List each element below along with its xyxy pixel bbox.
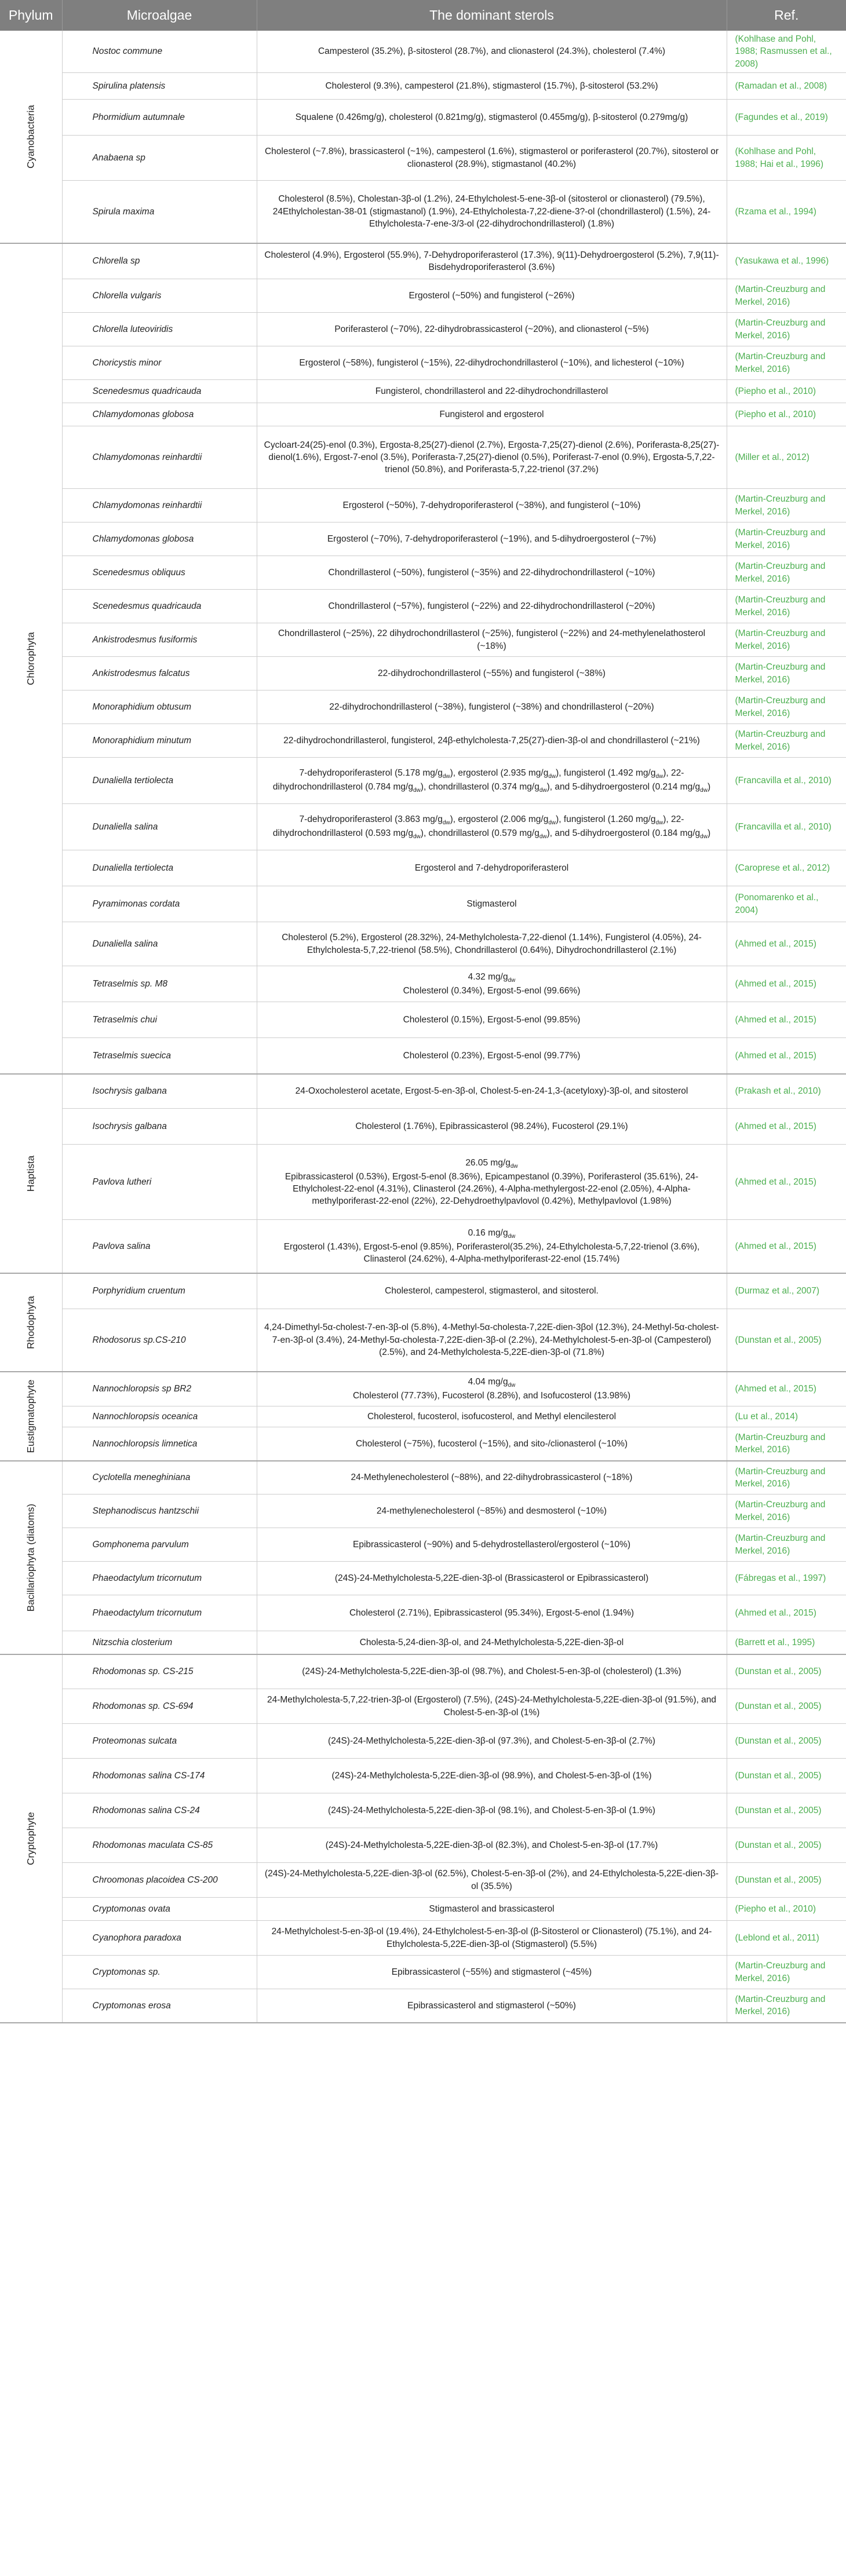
reference-link: (Ahmed et al., 2015) (727, 1145, 846, 1220)
table-row (0, 1495, 846, 1528)
table-row (0, 1921, 846, 1956)
reference-link: (Ahmed et al., 2015) (727, 1595, 846, 1631)
sterols-cell: Cycloart-24(25)-enol (0.3%), Ergosta-8,25(27)-dienol (2.7%), Ergosta-7,25(27)-dienol (2.6%), Poriferasta-8,25(27)-dienol(1.6%), Ergost-7-enol (3.5%), Poriferasta-7,25(27)-dienol (0.5%), Poriferast-7-enol (0.9%), Ergosta-5,7,22-trienol (50.8%), and Poriferasta-5,7,22-trienol (37.2%) (257, 426, 727, 489)
sterols-cell: (24S)-24-Methylcholesta-5,22E-dien-3β-ol (97.3%), and Cholest-5-en-3β-ol (2.7%) (257, 1724, 727, 1759)
microalgae-cell: Chlamydomonas globosa (62, 522, 257, 556)
microalgae-cell: Cryptomonas sp. (62, 1956, 257, 1989)
reference-link: (Prakash et al., 2010) (727, 1074, 846, 1109)
table-row (0, 279, 846, 313)
table-row (0, 1145, 846, 1220)
reference-link: (Ramadan et al., 2008) (727, 73, 846, 100)
sterols-cell: Cholesta-5,24-dien-3β-ol, and 24-Methylcholesta-5,22E-dien-3β-ol (257, 1631, 727, 1654)
sterols-cell: Cholesterol (8.5%), Cholestan-3β-ol (1.2%), 24-Ethylcholest-5-ene-3β-ol (sitosterol or clionasterol) (79.5%), 24Ethylcholestan-38-01 (stigmastanol) (1.9%), 24-Ethylcholesta-7,22-diene-3?-ol (chondrillasterol) (1.5%), 24-Ethylcholesta-7-ene-3/3-ol (22-dihydrochondrillasterol) (1.8%) (257, 181, 727, 243)
table-row (0, 922, 846, 966)
table-row (0, 1220, 846, 1273)
sterols-cell: Ergosterol and 7-dehydroporiferasterol (257, 850, 727, 886)
reference-link: (Martin-Creuzburg and Merkel, 2016) (727, 1989, 846, 2023)
microalgae-cell: Rhodomonas sp. CS-694 (62, 1689, 257, 1724)
reference-link: (Martin-Creuzburg and Merkel, 2016) (727, 623, 846, 657)
table-row (0, 380, 846, 403)
reference-link: (Piepho et al., 2010) (727, 1898, 846, 1921)
reference-link: (Francavilla et al., 2010) (727, 758, 846, 804)
phylum-label: Bacillariophyta (diatoms) (25, 1503, 37, 1612)
microalgae-cell: Nostoc commune (62, 31, 257, 73)
microalgae-cell: Chroomonas placoidea CS-200 (62, 1863, 257, 1898)
reference-link: (Martin-Creuzburg and Merkel, 2016) (727, 1956, 846, 1989)
sterols-cell: Cholesterol (0.23%), Ergost-5-enol (99.77%) (257, 1038, 727, 1074)
sterols-cell: (24S)-24-Methylcholesta-5,22E-dien-3β-ol (Brassicasterol or Epibrassicasterol) (257, 1562, 727, 1595)
reference-link: (Martin-Creuzburg and Merkel, 2016) (727, 657, 846, 690)
header-sterols: The dominant sterols (257, 0, 727, 31)
table-row (0, 1002, 846, 1038)
sterols-cell: Fungisterol, chondrillasterol and 22-dihydrochondrillasterol (257, 380, 727, 403)
reference-link: (Yasukawa et al., 1996) (727, 243, 846, 279)
microalgae-cell: Pavlova salina (62, 1220, 257, 1273)
microalgae-cell: Chlamydomonas reinhardtii (62, 489, 257, 522)
phylum-cell (0, 1654, 62, 2023)
sterols-cell: Fungisterol and ergosterol (257, 403, 727, 426)
microalgae-cell: Stephanodiscus hantzschii (62, 1495, 257, 1528)
reference-link: (Leblond et al., 2011) (727, 1921, 846, 1956)
table-row (0, 1828, 846, 1863)
table-row (0, 886, 846, 922)
reference-link: (Miller et al., 2012) (727, 426, 846, 489)
reference-link: (Fagundes et al., 2019) (727, 100, 846, 136)
sterols-cell: Stigmasterol (257, 886, 727, 922)
table-row (0, 346, 846, 380)
reference-link: (Ahmed et al., 2015) (727, 966, 846, 1002)
reference-link: (Piepho et al., 2010) (727, 403, 846, 426)
table-row (0, 1793, 846, 1828)
table-row (0, 1109, 846, 1145)
table-row (0, 181, 846, 243)
sterols-cell: 24-Methylcholesta-5,7,22-trien-3β-ol (Ergosterol) (7.5%), (24S)-24-Methylcholesta-5,22E-dien-3β-ol (91.5%), and Cholest-5-en-3β-ol (1%) (257, 1689, 727, 1724)
table-row (0, 1528, 846, 1562)
microalgae-cell: Scenedesmus quadricauda (62, 380, 257, 403)
table-row (0, 1863, 846, 1898)
microalgae-cell: Ankistrodesmus falcatus (62, 657, 257, 690)
microalgae-cell: Nannochloropsis sp BR2 (62, 1372, 257, 1406)
microalgae-cell: Scenedesmus quadricauda (62, 590, 257, 623)
phylum-label: Cyanobacteria (25, 105, 37, 169)
table-row (0, 1595, 846, 1631)
sterols-cell: Chondrillasterol (~50%), fungisterol (~35%) and 22-dihydrochondrillasterol (~10%) (257, 556, 727, 590)
microalgae-cell: Cryptomonas erosa (62, 1989, 257, 2023)
table-row (0, 73, 846, 100)
reference-link: (Ahmed et al., 2015) (727, 1002, 846, 1038)
sterols-cell: Epibrassicasterol (~55%) and stigmasterol (~45%) (257, 1956, 727, 1989)
sterols-cell: Campesterol (35.2%), β-sitosterol (28.7%), and clionasterol (24.3%), cholesterol (7.4%) (257, 31, 727, 73)
reference-link: (Francavilla et al., 2010) (727, 804, 846, 850)
table-row (0, 1989, 846, 2023)
sterols-cell: 22-dihydrochondrillasterol (~38%), fungisterol (~38%) and chondrillasterol (~20%) (257, 690, 727, 724)
table-row (0, 1074, 846, 1109)
microalgae-cell: Rhodomonas salina CS-24 (62, 1793, 257, 1828)
microalgae-cell: Phormidium autumnale (62, 100, 257, 136)
table-row (0, 758, 846, 804)
microalgae-cell: Monoraphidium obtusum (62, 690, 257, 724)
sterols-cell: Cholesterol (4.9%), Ergosterol (55.9%), 7-Dehydroporiferasterol (17.3%), 9(11)-Dehydroergosterol (5.2%), 7,9(11)-Bisdehydroporiferasterol (3.6%) (257, 243, 727, 279)
microalgae-cell: Monoraphidium minutum (62, 724, 257, 758)
reference-link: (Martin-Creuzburg and Merkel, 2016) (727, 346, 846, 380)
microalgae-cell: Nitzschia closterium (62, 1631, 257, 1654)
sterols-cell: Ergosterol (~50%) and fungisterol (~26%) (257, 279, 727, 313)
sterols-cell: Chondrillasterol (~57%), fungisterol (~22%) and 22-dihydrochondrillasterol (~20%) (257, 590, 727, 623)
header-phylum: Phylum (0, 0, 62, 31)
phylum-label: Eustigmatophyte (25, 1379, 37, 1453)
microalgae-cell: Scenedesmus obliquus (62, 556, 257, 590)
sterols-cell: 0.16 $mg/g_{dw}$ Ergosterol (1.43%), Ergost-5-enol (9.85%), Poriferasterol(35.2%), 24-Ethylcholesta-5,7,22-trienol (3.6%), Clinasterol (24.62%), 4-Alpha-methylporiferast-22-enol (15.74%) (257, 1220, 727, 1273)
sterols-cell: Cholesterol, campesterol, stigmasterol, and sitosterol. (257, 1273, 727, 1309)
table-row (0, 403, 846, 426)
microalgae-cell: Choricystis minor (62, 346, 257, 380)
sterols-cell: 24-Methylenecholesterol (~88%), and 22-dihydrobrassicasterol (~18%) (257, 1461, 727, 1495)
table-row (0, 1461, 846, 1495)
sterols-cell: Cholesterol (1.76%), Epibrassicasterol (98.24%), Fucosterol (29.1%) (257, 1109, 727, 1145)
sterols-cell: 24-Methylcholest-5-en-3β-ol (19.4%), 24-Ethylcholest-5-en-3β-ol (β-Sitosterol or Clionasterol) (75.1%), and 24-Ethylcholesta-5,22E-dien-3β-ol (Stigmasterol) (5.5%) (257, 1921, 727, 1956)
header-microalgae: Microalgae (62, 0, 257, 31)
reference-link: (Martin-Creuzburg and Merkel, 2016) (727, 556, 846, 590)
table-row (0, 850, 846, 886)
table-row (0, 426, 846, 489)
reference-link: (Martin-Creuzburg and Merkel, 2016) (727, 724, 846, 758)
microalgae-cell: Porphyridium cruentum (62, 1273, 257, 1309)
sterols-cell: Chondrillasterol (~25%), 22 dihydrochondrillasterol (~25%), fungisterol (~22%) and 24-methylenelathosterol (~18%) (257, 623, 727, 657)
table-row (0, 804, 846, 850)
table-row (0, 1689, 846, 1724)
microalgae-cell: Spirulina platensis (62, 73, 257, 100)
sterols-cell: Ergosterol (~50%), 7-dehydroporiferasterol (~38%), and fungisterol (~10%) (257, 489, 727, 522)
sterols-cell: Cholesterol, fucosterol, isofucosterol, and Methyl elencilesterol (257, 1406, 727, 1427)
table-row (0, 31, 846, 73)
table-row (0, 100, 846, 136)
microalgae-cell: Dunaliella tertiolecta (62, 758, 257, 804)
table-row (0, 243, 846, 279)
reference-link: (Ahmed et al., 2015) (727, 1038, 846, 1074)
phylum-label: Rhodophyta (25, 1295, 37, 1349)
table-row (0, 724, 846, 758)
reference-link: (Martin-Creuzburg and Merkel, 2016) (727, 313, 846, 346)
sterols-cell: Ergosterol (~70%), 7-dehydroporiferasterol (~19%), and 5-dihydroergosterol (~7%) (257, 522, 727, 556)
microalgae-cell: Dunaliella salina (62, 922, 257, 966)
phylum-cell (0, 1273, 62, 1372)
microalgae-cell: Chlorella luteoviridis (62, 313, 257, 346)
phylum-cell (0, 31, 62, 243)
sterols-cell: Cholesterol (5.2%), Ergosterol (28.32%), 24-Methylcholesta-7,22-dienol (1.14%), Fungisterol (4.05%), 24-Ethylcholesta-5,7,22-trienol (58.5%), Chondrillasterol (0.64%), Dihydrochondrillasterol (2.1%) (257, 922, 727, 966)
sterols-cell: 24-methylenecholesterol (~85%) and desmosterol (~10%) (257, 1495, 727, 1528)
reference-link: (Ahmed et al., 2015) (727, 922, 846, 966)
reference-link: (Martin-Creuzburg and Merkel, 2016) (727, 1528, 846, 1562)
microalgae-cell: Dunaliella salina (62, 804, 257, 850)
phylum-cell (0, 243, 62, 1074)
header-ref: Ref. (727, 0, 846, 31)
sterols-cell: Cholesterol (9.3%), campesterol (21.8%), stigmasterol (15.7%), β-sitosterol (53.2%) (257, 73, 727, 100)
sterols-cell: Cholesterol (~75%), fucosterol (~15%), and sito-/clionasterol (~10%) (257, 1427, 727, 1461)
sterols-cell: 7-dehydroporiferasterol (3.863 $mg/g_{dw}$), ergosterol (2.006 $mg/g_{dw}$), fungisterol (1.260 $mg/g_{dw}$), 22-dihydrochondrillasterol (0.593 $mg/g_{dw}$), chondrillasterol (0.579 $mg/g_{dw}$), and 5-dihydroergosterol (0.184 $mg/g_{dw}$) (257, 804, 727, 850)
reference-link: (Lu et al., 2014) (727, 1406, 846, 1427)
phylum-cell (0, 1372, 62, 1461)
microalgae-cell: Nannochloropsis oceanica (62, 1406, 257, 1427)
sterols-cell: Cholesterol (0.15%), Ergost-5-enol (99.85%) (257, 1002, 727, 1038)
sterols-cell: Ergosterol (~58%), fungisterol (~15%), 22-dihydrochondrillasterol (~10%), and lichesterol (~10%) (257, 346, 727, 380)
reference-link: (Dunstan et al., 2005) (727, 1759, 846, 1793)
microalgae-cell: Ankistrodesmus fusiformis (62, 623, 257, 657)
table-row (0, 1898, 846, 1921)
reference-link: (Dunstan et al., 2005) (727, 1828, 846, 1863)
table-row (0, 1273, 846, 1309)
microalgae-cell: Anabaena sp (62, 136, 257, 181)
microalgae-cell: Isochrysis galbana (62, 1109, 257, 1145)
microalgae-cell: Phaeodactylum tricornutum (62, 1562, 257, 1595)
microalgae-cell: Tetraselmis sp. M8 (62, 966, 257, 1002)
sterols-cell: Poriferasterol (~70%), 22-dihydrobrassicasterol (~20%), and clionasterol (~5%) (257, 313, 727, 346)
microalgae-cell: Rhodomonas maculata CS-85 (62, 1828, 257, 1863)
microalgae-cell: Phaeodactylum tricornutum (62, 1595, 257, 1631)
reference-link: (Dunstan et al., 2005) (727, 1793, 846, 1828)
table-row (0, 136, 846, 181)
reference-link: (Dunstan et al., 2005) (727, 1309, 846, 1372)
microalgae-cell: Isochrysis galbana (62, 1074, 257, 1109)
table-row (0, 1309, 846, 1372)
sterols-cell: 26.05 $mg/g_{dw}$ Epibrassicasterol (0.53%), Ergost-5-enol (8.36%), Epicampestanol (0.39%), Poriferasterol (35.61%), 24-Ethylcholest-22-enol (4.31%), Clinasterol (24.26%), 4-Alpha-methylergost-22-enol (2.05%), 4-Alpha-methylporiferast-22-enol (22%), 22-Dehydroethylpavlovol (0.42%), Methylpavlovol (1.98%) (257, 1145, 727, 1220)
reference-link: (Caroprese et al., 2012) (727, 850, 846, 886)
table-row (0, 522, 846, 556)
phylum-label: Haptista (25, 1155, 37, 1192)
reference-link: (Martin-Creuzburg and Merkel, 2016) (727, 1427, 846, 1461)
microalgae-cell: Cyanophora paradoxa (62, 1921, 257, 1956)
sterols-cell: 22-dihydrochondrillasterol (~55%) and fungisterol (~38%) (257, 657, 727, 690)
phylum-label: Cryptophyte (25, 1811, 37, 1865)
sterols-cell: 4.32 $mg/g_{dw}$ Cholesterol (0.34%), Ergost-5-enol (99.66%) (257, 966, 727, 1002)
reference-link: (Ahmed et al., 2015) (727, 1109, 846, 1145)
sterols-cell: 24-Oxocholesterol acetate, Ergost-5-en-3β-ol, Cholest-5-en-24-1,3-(acetyloxy)-3β-ol, and sitosterol (257, 1074, 727, 1109)
microalgae-cell: Proteomonas sulcata (62, 1724, 257, 1759)
microalgae-cell: Rhodomonas sp. CS-215 (62, 1654, 257, 1689)
table-row (0, 1956, 846, 1989)
sterols-cell: 4.04 $mg/g_{dw}$ Cholesterol (77.73%), Fucosterol (8.28%), and Isofucosterol (13.98%) (257, 1372, 727, 1406)
table-row (0, 1427, 846, 1461)
microalgae-cell: Pyramimonas cordata (62, 886, 257, 922)
microalgae-cell: Nannochloropsis limnetica (62, 1427, 257, 1461)
table-row (0, 313, 846, 346)
table-row (0, 1759, 846, 1793)
microalgae-cell: Tetraselmis suecica (62, 1038, 257, 1074)
reference-link: (Durmaz et al., 2007) (727, 1273, 846, 1309)
microalgae-cell: Chlorella vulgaris (62, 279, 257, 313)
reference-link: (Martin-Creuzburg and Merkel, 2016) (727, 1495, 846, 1528)
table-row (0, 489, 846, 522)
reference-link: (Rzama et al., 1994) (727, 181, 846, 243)
sterols-cell: 4,24-Dimethyl-5α-cholest-7-en-3β-ol (5.8%), 4-Methyl-5α-cholesta-7,22E-dien-3βol (12.3%), 24-Methyl-5α-cholest-7-en-3β-ol (3.4%), 24-Methyl-5α-cholesta-7,22E-dien-3β-ol (2.2%), 24-Methylcholest-5-en-3β-ol (Campesterol) (2.5%), and 24-Methylcholesta-5,22E-dien-3β-ol (71.8%) (257, 1309, 727, 1372)
reference-link: (Dunstan et al., 2005) (727, 1689, 846, 1724)
table-row (0, 1631, 846, 1654)
table-row (0, 690, 846, 724)
table-row (0, 1038, 846, 1074)
table-row (0, 1724, 846, 1759)
microalgae-cell: Pavlova lutheri (62, 1145, 257, 1220)
table-row (0, 1406, 846, 1427)
table-row (0, 590, 846, 623)
phylum-cell (0, 1074, 62, 1273)
table-row (0, 1562, 846, 1595)
reference-link: (Ahmed et al., 2015) (727, 1220, 846, 1273)
reference-link: (Barrett et al., 1995) (727, 1631, 846, 1654)
sterols-cell: Squalene (0.426mg/g), cholesterol (0.821mg/g), stigmasterol (0.455mg/g), β-sitosterol (0.279mg/g) (257, 100, 727, 136)
reference-link: (Ponomarenko et al., 2004) (727, 886, 846, 922)
reference-link: (Dunstan et al., 2005) (727, 1654, 846, 1689)
sterols-cell: (24S)-24-Methylcholesta-5,22E-dien-3β-ol (98.9%), and Cholest-5-en-3β-ol (1%) (257, 1759, 727, 1793)
microalgae-cell: Gomphonema parvulum (62, 1528, 257, 1562)
microalgae-cell: Rhodomonas salina CS-174 (62, 1759, 257, 1793)
sterols-cell: Cholesterol (~7.8%), brassicasterol (~1%), campesterol (1.6%), stigmasterol or poriferasterol (20.7%), sitosterol or clionasterol (28.9%), stigmastanol (40.2%) (257, 136, 727, 181)
reference-link: (Ahmed et al., 2015) (727, 1372, 846, 1406)
table-header (0, 0, 846, 31)
reference-link: (Dunstan et al., 2005) (727, 1724, 846, 1759)
table-row (0, 623, 846, 657)
microalgae-cell: Rhodosorus sp.CS-210 (62, 1309, 257, 1372)
sterols-cell: Epibrassicasterol (~90%) and 5-dehydrostellasterol/ergosterol (~10%) (257, 1528, 727, 1562)
phylum-cell (0, 1461, 62, 1654)
sterols-cell: 22-dihydrochondrillasterol, fungisterol, 24β-ethylcholesta-7,25(27)-dien-3β-ol and chondrillasterol (~21%) (257, 724, 727, 758)
sterols-cell: (24S)-24-Methylcholesta-5,22E-dien-3β-ol (62.5%), Cholest-5-en-3β-ol (2%), and 24-Ethylcholesta-5,22E-dien-3β-ol (35.5%) (257, 1863, 727, 1898)
sterols-cell: Cholesterol (2.71%), Epibrassicasterol (95.34%), Ergost-5-enol (1.94%) (257, 1595, 727, 1631)
reference-link: (Dunstan et al., 2005) (727, 1863, 846, 1898)
microalgae-cell: Cyclotella meneghiniana (62, 1461, 257, 1495)
reference-link: (Fábregas et al., 1997) (727, 1562, 846, 1595)
table-row (0, 556, 846, 590)
table-body (0, 31, 846, 2023)
sterols-cell: (24S)-24-Methylcholesta-5,22E-dien-3β-ol (82.3%), and Cholest-5-en-3β-ol (17.7%) (257, 1828, 727, 1863)
sterols-cell: (24S)-24-Methylcholesta-5,22E-dien-3β-ol (98.1%), and Cholest-5-en-3β-ol (1.9%) (257, 1793, 727, 1828)
phylum-label: Chlorophyta (25, 631, 37, 685)
table-row (0, 1372, 846, 1406)
reference-link: (Martin-Creuzburg and Merkel, 2016) (727, 1461, 846, 1495)
microalgae-cell: Dunaliella tertiolecta (62, 850, 257, 886)
sterols-cell: Epibrassicasterol and stigmasterol (~50%) (257, 1989, 727, 2023)
microalgae-cell: Chlorella sp (62, 243, 257, 279)
reference-link: (Martin-Creuzburg and Merkel, 2016) (727, 522, 846, 556)
microalgae-cell: Chlamydomonas globosa (62, 403, 257, 426)
microalgae-cell: Tetraselmis chui (62, 1002, 257, 1038)
reference-link: (Martin-Creuzburg and Merkel, 2016) (727, 279, 846, 313)
sterols-cell: (24S)-24-Methylcholesta-5,22E-dien-3β-ol (98.7%), and Cholest-5-en-3β-ol (cholesterol) (1.3%) (257, 1654, 727, 1689)
microalgae-cell: Chlamydomonas reinhardtii (62, 426, 257, 489)
reference-link: (Martin-Creuzburg and Merkel, 2016) (727, 590, 846, 623)
sterols-cell: 7-dehydroporiferasterol (5.178 $mg/g_{dw}$), ergosterol (2.935 $mg/g_{dw}$), fungisterol (1.492 $mg/g_{dw}$), 22-dihydrochondrillasterol (0.784 $mg/g_{dw}$), chondrillasterol (0.374 $mg/g_{dw}$), and 5-dihydroergosterol (0.214 $mg/g_{dw}$) (257, 758, 727, 804)
reference-link: (Kohlhase and Pohl, 1988; Hai et al., 1996) (727, 136, 846, 181)
microalgae-cell: Spirula maxima (62, 181, 257, 243)
reference-link: (Kohlhase and Pohl, 1988; Rasmussen et al., 2008) (727, 31, 846, 73)
reference-link: (Martin-Creuzburg and Merkel, 2016) (727, 489, 846, 522)
reference-link: (Martin-Creuzburg and Merkel, 2016) (727, 690, 846, 724)
table-row (0, 657, 846, 690)
sterols-cell: Stigmasterol and brassicasterol (257, 1898, 727, 1921)
table-row (0, 1654, 846, 1689)
microalgae-cell: Cryptomonas ovata (62, 1898, 257, 1921)
table-row (0, 966, 846, 1002)
reference-link: (Piepho et al., 2010) (727, 380, 846, 403)
